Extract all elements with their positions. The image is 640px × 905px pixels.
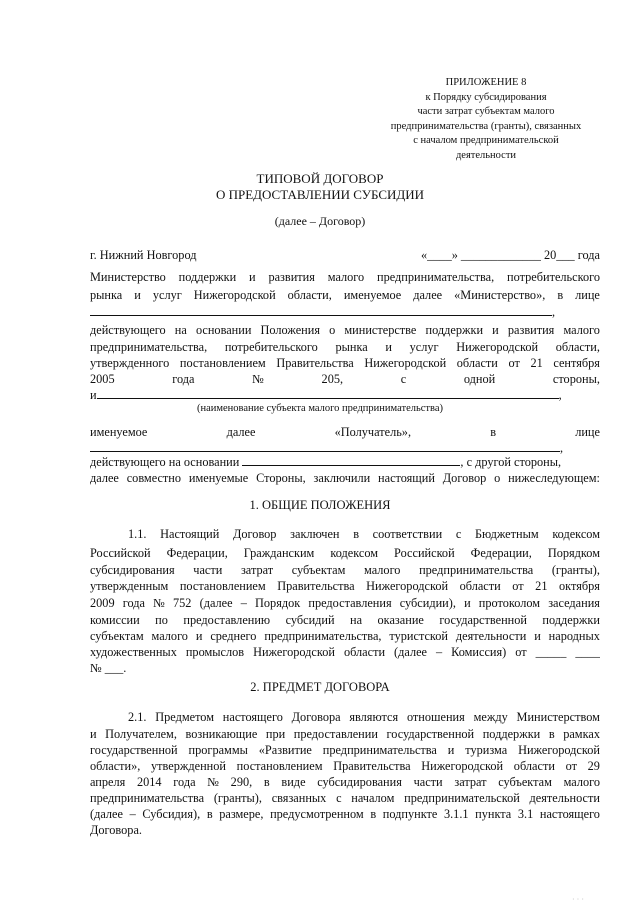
word: в xyxy=(548,727,555,741)
word: Настоящий xyxy=(160,527,220,541)
word: отношения xyxy=(406,710,465,724)
word: № xyxy=(252,372,264,386)
word: и xyxy=(464,596,471,610)
word: Субсидия), xyxy=(142,807,201,821)
word: именуемое xyxy=(90,425,148,439)
word: от xyxy=(515,645,527,659)
word: Договора xyxy=(291,710,341,724)
doc-title-line1: ТИПОВОЙ ДОГОВОР xyxy=(256,171,384,186)
annex-line: к Порядку субсидирования xyxy=(425,91,547,103)
word: настоящего xyxy=(222,710,283,724)
word: и xyxy=(134,288,141,302)
word: в xyxy=(490,425,497,439)
word: с xyxy=(336,791,342,805)
word: 21 xyxy=(530,356,543,370)
word: Российской xyxy=(394,546,455,560)
recipient-blank-line: и , xyxy=(90,388,562,402)
word: – xyxy=(240,596,247,610)
word: являются xyxy=(349,710,399,724)
word: в xyxy=(370,807,377,821)
word: деятельности xyxy=(455,629,527,643)
preamble-blank-line: , xyxy=(90,305,600,320)
word: предоставлению xyxy=(183,613,271,627)
word: Правительства xyxy=(277,579,355,593)
word: субъектам xyxy=(498,775,552,789)
word: Порядком xyxy=(547,546,600,560)
word: Договор xyxy=(442,471,487,485)
word: области, xyxy=(555,340,600,354)
word: туристской xyxy=(389,629,448,643)
word: виде xyxy=(281,775,306,789)
word: предпринимательства xyxy=(322,743,437,757)
word: министерстве xyxy=(344,323,417,337)
section2-line xyxy=(90,807,600,822)
word: в xyxy=(263,775,270,789)
annex-line: ПРИЛОЖЕНИЕ 8 xyxy=(445,77,527,88)
word: года xyxy=(122,596,145,610)
word: пункта xyxy=(475,807,512,821)
word: и xyxy=(385,340,392,354)
word: 2014 xyxy=(136,775,162,789)
word: 290, xyxy=(230,775,253,789)
section2-heading: 2. ПРЕДМЕТ ДОГОВОРА xyxy=(250,680,390,694)
preamble-line xyxy=(90,356,600,371)
word: далее xyxy=(226,425,256,439)
word: возникающие xyxy=(185,727,258,741)
word: именуемое xyxy=(343,288,402,302)
word: рамках xyxy=(563,727,600,741)
word: года xyxy=(172,372,195,386)
section2-line xyxy=(90,743,600,758)
word: народных xyxy=(548,629,600,643)
word: Стороны, xyxy=(256,471,306,485)
recipient-rep-blank xyxy=(90,441,560,452)
word: и xyxy=(195,629,203,643)
word: и xyxy=(534,629,541,643)
preamble-line xyxy=(90,270,600,285)
word: Нижегородской xyxy=(253,645,335,659)
word: предпринимательства xyxy=(419,563,534,577)
word: услуг xyxy=(152,288,182,302)
word: сентября xyxy=(553,356,600,370)
word: постановлением xyxy=(179,579,266,593)
word: (далее xyxy=(90,807,123,821)
section1-line xyxy=(90,645,600,660)
word: области xyxy=(343,645,386,659)
section2-line xyxy=(90,759,600,774)
word: 752 xyxy=(173,596,192,610)
word: 2005 xyxy=(90,372,115,386)
word: 2.1. xyxy=(128,710,147,724)
word: области xyxy=(459,579,501,593)
word: малого xyxy=(151,629,188,643)
word: Нижегородской xyxy=(364,356,447,370)
word: Порядок xyxy=(255,596,301,610)
section2-line xyxy=(90,727,600,742)
word: части xyxy=(193,563,223,577)
word: субъектам xyxy=(291,563,346,577)
preamble-line xyxy=(90,323,600,338)
word: Правительства xyxy=(276,356,354,370)
word: Бюджетным xyxy=(474,527,539,541)
word: поддержки xyxy=(542,613,600,627)
preamble-line xyxy=(90,425,600,440)
word: _____ xyxy=(535,645,567,659)
word: утвержденного xyxy=(90,356,170,370)
word: Комиссия) xyxy=(451,645,507,659)
doc-subtitle: (далее – Договор) xyxy=(274,214,366,228)
word: кодексом xyxy=(552,527,600,541)
word: государственной xyxy=(439,613,527,627)
word: Министерство xyxy=(90,270,166,284)
word: далее xyxy=(90,471,119,485)
word: апреля xyxy=(90,775,126,789)
word: рынка xyxy=(90,288,123,302)
contract-date: «____» _____________ 20___ года xyxy=(420,248,600,262)
word: далее xyxy=(413,288,443,302)
word: кодексом xyxy=(330,546,379,560)
doc-title-line2: О ПРЕДОСТАВЛЕНИИ СУБСИДИИ xyxy=(215,187,425,202)
word: о xyxy=(329,323,336,337)
word: поддержки xyxy=(482,727,541,741)
word: туризма xyxy=(465,743,508,757)
section1-line xyxy=(90,613,600,628)
word: Нижегородской xyxy=(421,759,504,773)
word: Правительства xyxy=(333,759,411,773)
word: предпринимательства, xyxy=(264,629,382,643)
word: 2009 xyxy=(90,596,115,610)
representative-blank xyxy=(90,305,552,316)
word: Гражданским xyxy=(243,546,315,560)
scan-speck: · · · xyxy=(572,895,584,904)
word: художественных xyxy=(90,645,177,659)
word: ____ xyxy=(575,645,600,659)
word: совместно xyxy=(126,471,182,485)
word: по xyxy=(155,613,168,627)
preamble-line xyxy=(90,340,600,355)
word: – xyxy=(436,645,443,659)
word: субъектам xyxy=(90,629,144,643)
word: нижеследующем: xyxy=(508,471,600,485)
place-date-row xyxy=(90,248,600,263)
basis-blank xyxy=(242,455,460,466)
word: малого xyxy=(327,270,365,284)
word: на xyxy=(350,613,363,627)
word: среднего xyxy=(210,629,257,643)
word: началом xyxy=(351,791,395,805)
word: заключен xyxy=(290,527,340,541)
word: малого xyxy=(364,563,401,577)
word: – xyxy=(129,807,136,821)
word: субсидий xyxy=(285,613,335,627)
word: настоящий xyxy=(378,471,435,485)
word: заключили xyxy=(313,471,371,485)
preamble-line xyxy=(90,288,600,303)
word: размере, xyxy=(219,807,264,821)
word: Российской xyxy=(90,546,151,560)
word: заседания xyxy=(548,596,600,610)
word: области xyxy=(513,759,555,773)
word: предоставлении xyxy=(293,727,378,741)
word: в xyxy=(353,527,359,541)
section1-line xyxy=(90,527,600,542)
word: постановлением xyxy=(236,759,323,773)
word: оказание xyxy=(377,613,424,627)
word: поддержки xyxy=(425,323,484,337)
word: Федерации, xyxy=(470,546,532,560)
word: «Министерство», xyxy=(454,288,546,302)
word: 3.1 xyxy=(517,807,534,821)
word: протоколом xyxy=(478,596,541,610)
word: затрат xyxy=(240,563,274,577)
section1-line xyxy=(90,629,600,644)
basis-line: действующего на основании , с другой стороны, xyxy=(90,455,562,469)
word: субсидирования xyxy=(317,775,402,789)
word: Нижегородской xyxy=(518,743,600,757)
word: лице xyxy=(575,288,600,302)
word: между xyxy=(473,710,508,724)
word: с xyxy=(400,372,407,386)
word: промыслов xyxy=(185,645,245,659)
word: развития xyxy=(507,323,555,337)
word: 1.1. xyxy=(128,527,147,541)
word: соответствии xyxy=(372,527,443,541)
word: от xyxy=(565,759,577,773)
word: комиссии xyxy=(90,613,140,627)
word: затрат xyxy=(454,775,487,789)
word: Нижегородской xyxy=(366,579,449,593)
word: (гранты), xyxy=(551,563,600,577)
word: предпринимательства xyxy=(90,791,205,805)
word: (далее xyxy=(199,596,233,610)
word: при xyxy=(265,727,286,741)
word: и xyxy=(492,323,499,337)
word: одной xyxy=(463,372,496,386)
preamble-line xyxy=(90,372,600,387)
section2-line xyxy=(90,791,600,806)
word: № xyxy=(153,596,165,610)
word: области», xyxy=(90,759,141,773)
section1-line xyxy=(90,596,600,611)
word: от xyxy=(512,579,524,593)
word: потребительского xyxy=(507,270,600,284)
recipient-name-blank xyxy=(97,388,559,399)
word: услуг xyxy=(409,340,439,354)
word: предпринимательства, xyxy=(90,340,208,354)
section1-heading: 1. ОБЩИЕ ПОЛОЖЕНИЯ xyxy=(249,498,391,512)
word: Получателем, xyxy=(105,727,177,741)
word: государственной xyxy=(386,727,475,741)
word: программы xyxy=(188,743,248,757)
word: малого xyxy=(563,775,600,789)
section2-line xyxy=(90,710,600,725)
word: и xyxy=(447,743,455,757)
word: утвержденной xyxy=(151,759,226,773)
word: стороны, xyxy=(552,372,600,386)
word: связанных xyxy=(271,791,327,805)
word: и xyxy=(249,270,256,284)
word: 205, xyxy=(321,372,344,386)
section1-line xyxy=(90,579,600,594)
section2-line: Договора. xyxy=(90,823,142,837)
recipient-rep-blank-line: , xyxy=(90,441,600,456)
word: «Развитие xyxy=(258,743,312,757)
word: октября xyxy=(559,579,600,593)
word: Договор xyxy=(233,527,277,541)
word: от xyxy=(508,356,520,370)
word: потребительского xyxy=(224,340,318,354)
section2-line xyxy=(90,775,600,790)
word: области, xyxy=(287,288,332,302)
word: действующего xyxy=(90,323,166,337)
word: поддержки xyxy=(178,270,237,284)
annex-line: предпринимательства (гранты), связанных xyxy=(390,120,582,132)
word: 3.1.1 xyxy=(443,807,469,821)
word: «Получатель», xyxy=(334,425,412,439)
word: развития xyxy=(268,270,315,284)
word: (далее xyxy=(394,645,428,659)
preamble-line xyxy=(90,471,600,486)
word: государственной xyxy=(90,743,178,757)
word: субсидии), xyxy=(399,596,456,610)
word: в xyxy=(557,288,564,302)
word: № xyxy=(207,775,219,789)
word: предпринимательской xyxy=(404,791,520,805)
annex-line: деятельности xyxy=(455,149,517,161)
word: рынка xyxy=(335,340,368,354)
section1-line: № ___. xyxy=(90,661,127,675)
word: с xyxy=(455,527,462,541)
word: Нижегородской xyxy=(456,340,539,354)
word: Нижегородской xyxy=(193,288,276,302)
word: и xyxy=(90,727,97,741)
word: (гранты), xyxy=(213,791,262,805)
word: Положения xyxy=(260,323,321,337)
word: года xyxy=(173,775,196,789)
word: лице xyxy=(575,425,600,439)
word: предпринимательства, xyxy=(377,270,495,284)
word: малого xyxy=(563,323,600,337)
word: основании xyxy=(195,323,252,337)
word: постановлением xyxy=(179,356,266,370)
section1-line xyxy=(90,546,600,561)
word: предусмотренном xyxy=(270,807,364,821)
annex-line: части затрат субъектам малого xyxy=(417,106,555,118)
recipient-caption: (наименование субъекта малого предпринимательства) xyxy=(196,403,443,414)
word: части xyxy=(413,775,443,789)
word: Федерации, xyxy=(166,546,228,560)
annex-block xyxy=(370,76,602,164)
word: на xyxy=(174,323,187,337)
word: подпункте xyxy=(382,807,438,821)
word: о xyxy=(494,471,501,485)
word: именуемые xyxy=(188,471,249,485)
word: 21 xyxy=(535,579,548,593)
word: Министерством xyxy=(516,710,600,724)
word: субсидирования xyxy=(90,563,175,577)
word: деятельности xyxy=(529,791,600,805)
word: в xyxy=(206,807,213,821)
word: утвержденным xyxy=(90,579,169,593)
annex-line: с началом предпринимательской xyxy=(413,135,559,147)
word: настоящего xyxy=(539,807,600,821)
section1-line xyxy=(90,563,600,578)
city: г. Нижний Новгород xyxy=(90,248,197,262)
word: Предметом xyxy=(155,710,214,724)
word: предоставления xyxy=(308,596,392,610)
word: области xyxy=(456,356,498,370)
word: 29 xyxy=(587,759,600,773)
